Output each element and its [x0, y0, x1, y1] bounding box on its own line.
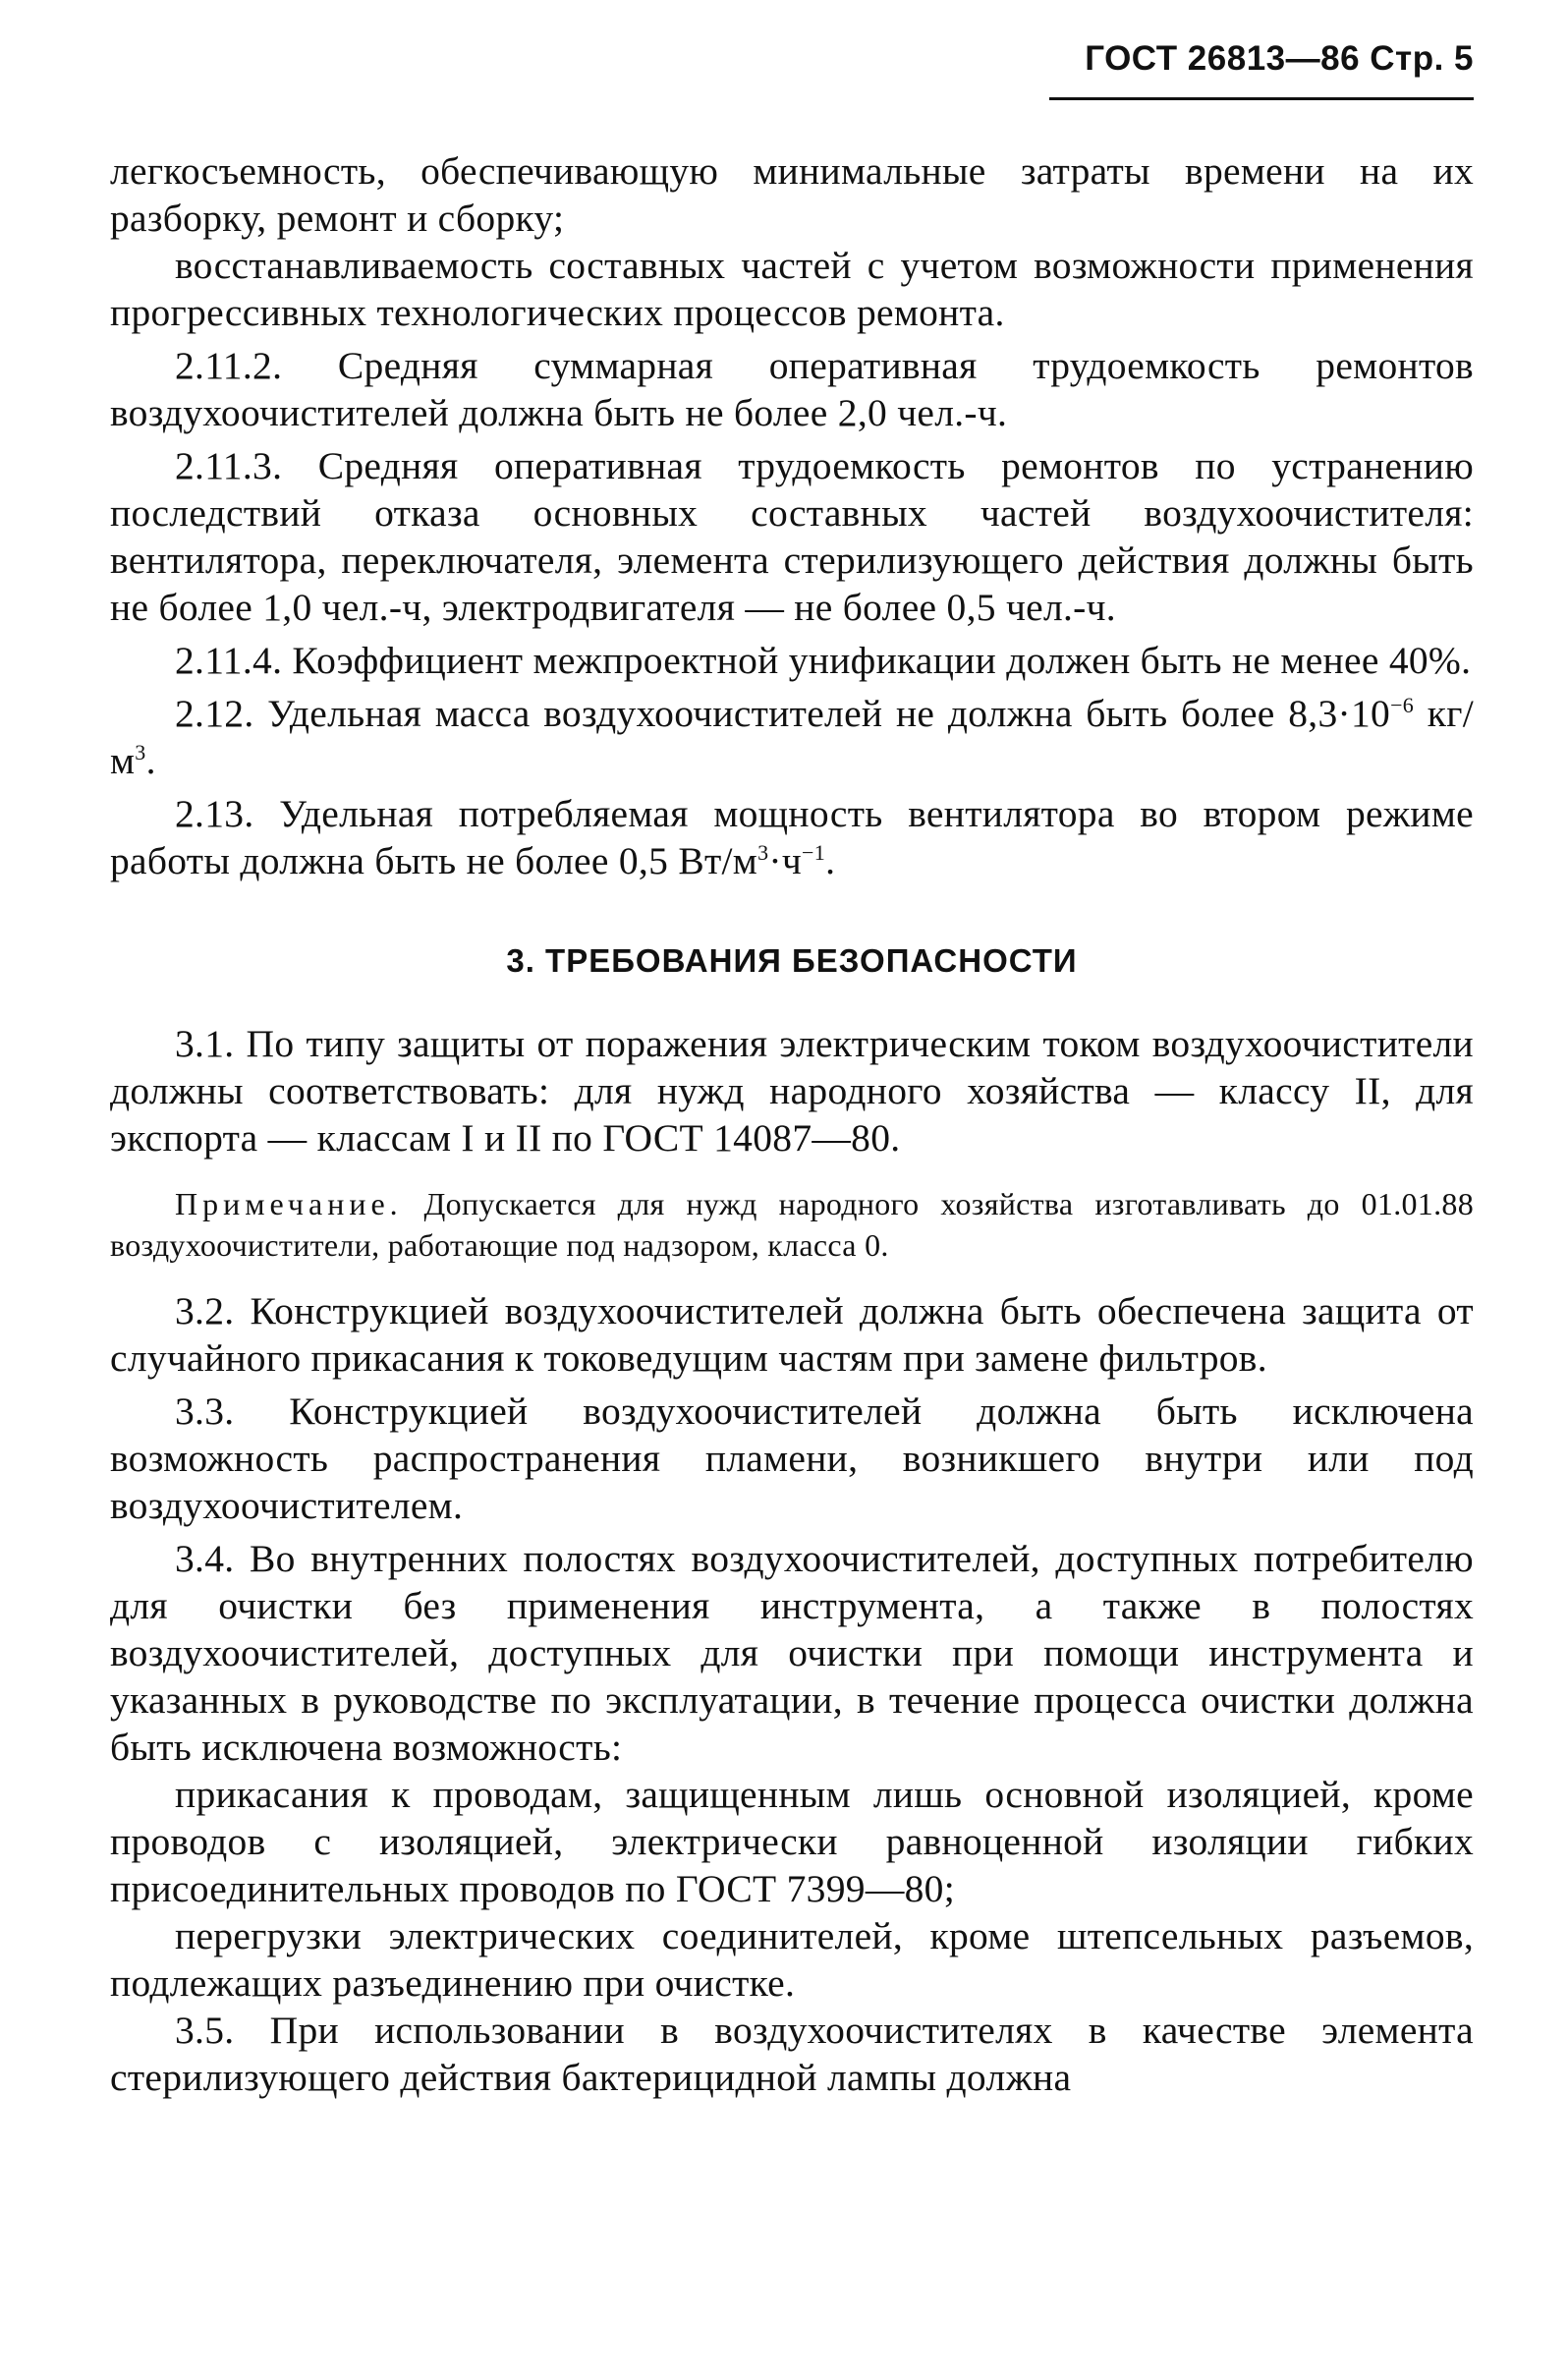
- paragraph-disassembly: легкосъемность, обеспечивающую минимальные затраты времени на их разборку, ремонт и сборку;: [110, 149, 1474, 240]
- paragraph-3-4-b: перегрузки электрических соединителей, кроме штепсельных разъемов, подлежащих разъединению при очистке.: [110, 1914, 1474, 2005]
- note-label: Примечание.: [175, 1186, 403, 1221]
- note: [110, 1183, 1474, 1266]
- note-text: Допускается для нужд народного хозяйства изготавливать до 01.01.88 воздухоочистители, работающие под надзором, класса 0.: [110, 1186, 1474, 1263]
- p-2-13-text: 2.13. Удельная потребляемая мощность вентилятора во втором режиме работы должна быть не более 0,5 Вт/м: [110, 792, 1474, 882]
- paragraph-3-4-a: прикасания к проводам, защищенным лишь основной изоляцией, кроме проводов с изоляцией, электрически равноценной изоляции гибких присоединительных проводов по ГОСТ 7399—80;: [110, 1773, 1474, 1910]
- paragraph-2-12: [110, 690, 1474, 784]
- paragraph-2-13: [110, 790, 1474, 884]
- p-2-12-unit-exponent: 3: [135, 740, 146, 765]
- p-2-12-text: 2.12. Удельная масса воздухоочистителей не должна быть более 8,3·10: [175, 692, 1391, 735]
- section-3-title: 3. ТРЕБОВАНИЯ БЕЗОПАСНОСТИ: [506, 942, 1078, 979]
- p-2-13-exponent: 3: [757, 840, 769, 865]
- paragraph-3-1: 3.1. По типу защиты от поражения электрическим током воздухоочистители должны соответствовать: для нужд народного хозяйства — классу II, для экспорта — классам I и II по ГОСТ 14087—80.: [110, 1022, 1474, 1160]
- p-2-13-unit-exponent: −1: [802, 840, 826, 865]
- page-header: ГОСТ 26813—86 Стр. 5: [1085, 39, 1474, 78]
- p-2-12-unit: кг/м: [110, 692, 1474, 782]
- header-rule: [1049, 97, 1474, 100]
- paragraph-3-5: 3.5. При использовании в воздухоочистителях в качестве элемента стерилизующего действия бактерицидной лампы должна: [110, 2009, 1474, 2099]
- paragraph-3-2: 3.2. Конструкцией воздухоочистителей должна быть обеспечена защита от случайного прикасания к токоведущим частям при замене фильтров.: [110, 1289, 1474, 1380]
- paragraph-3-3: 3.3. Конструкцией воздухоочистителей должна быть исключена возможность распространения пламени, возникшего внутри или под воздухоочистителем.: [110, 1389, 1474, 1527]
- p-2-13-unit: ·ч: [768, 839, 803, 882]
- p-2-12-end: .: [145, 739, 156, 782]
- paragraph-restorability: восстанавливаемость составных частей с учетом возможности применения прогрессивных технологических процессов ремонта.: [110, 244, 1474, 334]
- paragraph-2-11-2: 2.11.2. Средняя суммарная оперативная трудоемкость ремонтов воздухоочистителей должна быть не более 2,0 чел.-ч.: [110, 344, 1474, 434]
- paragraph-3-4: 3.4. Во внутренних полостях воздухоочистителей, доступных потребителю для очистки без применения инструмента, а также в полостях воздухоочистителей, доступных для очистки при помощи инструмента и указанных в руководстве по эксплуатации, в течение процесса очистки должна быть исключена возможность:: [110, 1537, 1474, 1769]
- page-body: [110, 147, 1474, 2101]
- paragraph-2-11-3: 2.11.3. Средняя оперативная трудоемкость ремонтов по устранению последствий отказа основных составных частей воздухоочистителя: вентилятора, переключателя, элемента стерилизующего действия должны быть не более 1,0 чел.-ч, электродвигателя — не более 0,5 чел.-ч.: [110, 444, 1474, 629]
- paragraph-2-11-4: 2.11.4. Коэффициент межпроектной унификации должен быть не менее 40%.: [175, 639, 1472, 682]
- p-2-13-end: .: [825, 839, 836, 882]
- p-2-12-exponent: −6: [1390, 693, 1415, 717]
